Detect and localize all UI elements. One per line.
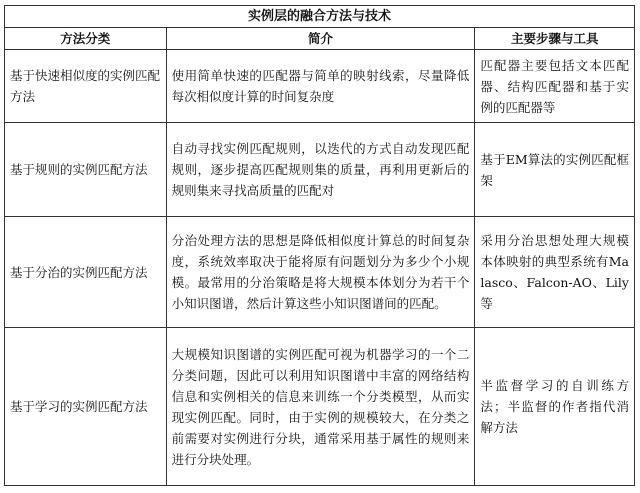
header-introduction: 简介	[166, 28, 475, 50]
table-row	[5, 123, 635, 217]
intro-cell: 大规模知识图谱的实例匹配可视为机器学习的一个二分类问题，因此可以利用知识图谱中丰富的网络结构信息和实例相关的信息来训练一个分类模型，从而实现实例匹配。同时，由于实例的规模较大，在分类之前需要对实例进行分块，通常采用基于属性的规则来进行分块处理。	[166, 328, 475, 486]
steps-cell: 采用分治思想处理大规模本体映射的典型系统有Malasco、Falcon-AO、Lily等	[475, 217, 635, 328]
intro-cell: 分治处理方法的思想是降低相似度计算总的时间复杂度，系统效率取决于能将原有问题划分为多少个小规模。最常用的分治策略是将大规模本体划分为若干个小知识图谱，然后计算这些小知识图谱间的匹配。	[166, 217, 475, 328]
header-method-category: 方法分类	[5, 28, 167, 50]
steps-cell: 基于EM算法的实例匹配框架	[475, 123, 635, 217]
table-row	[5, 328, 635, 486]
table-title-row	[5, 6, 635, 28]
header-main-steps-tools: 主要步骤与工具	[475, 28, 635, 50]
intro-cell: 使用简单快速的匹配器与简单的映射线索，尽量降低每次相似度计算的时间复杂度	[166, 50, 475, 123]
table-header-row	[5, 28, 635, 50]
fusion-methods-table-container	[4, 5, 635, 486]
method-cell: 基于学习的实例匹配方法	[5, 328, 167, 486]
method-cell: 基于分治的实例匹配方法	[5, 217, 167, 328]
intro-cell: 自动寻找实例匹配规则，以迭代的方式自动发现匹配规则，逐步提高匹配规则集的质量，再利用更新后的规则集来寻找高质量的匹配对	[166, 123, 475, 217]
table-row	[5, 217, 635, 328]
table-row	[5, 50, 635, 123]
method-cell: 基于规则的实例匹配方法	[5, 123, 167, 217]
steps-cell: 半监督学习的自训练方法；半监督的作者指代消解方法	[475, 328, 635, 486]
steps-cell: 匹配器主要包括文本匹配器、结构匹配器和基于实例的匹配器等	[475, 50, 635, 123]
table-title: 实例层的融合方法与技术	[5, 6, 635, 28]
method-cell: 基于快速相似度的实例匹配方法	[5, 50, 167, 123]
fusion-methods-table	[4, 5, 635, 486]
